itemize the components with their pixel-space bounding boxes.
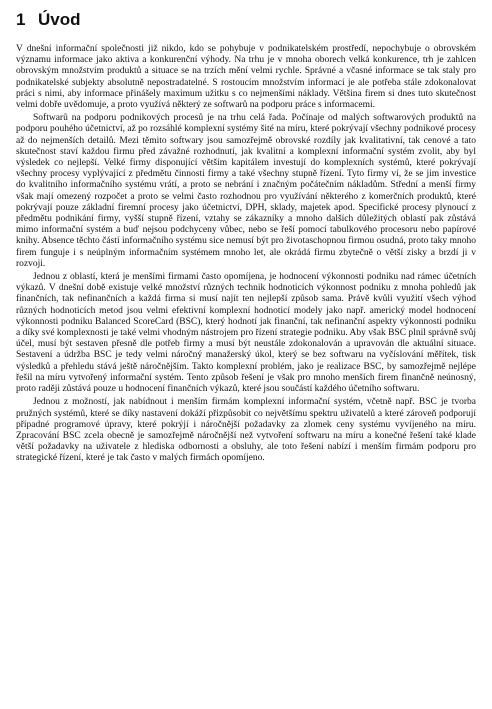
section-title: Úvod [38,10,81,29]
section-number: 1 [16,10,26,29]
section-heading [16,10,476,30]
paragraph-intro: V dnešní informační společnosti již nikdo, kdo se pohybuje v podnikatelském prostředí, nepochybuje o obrovském významu informace jako aktiva a konkurenční výhody. Na trhu je v mnoha oborech velká konkurence, trh je zahlcen obrovským množstvím produktů a situace se na trzích mění velmi rychle. Správné a včasné informace se tak staly pro podnikatelské subjekty absolutně nepostradatelné. S rostoucím množstvím informací je ale potřeba stále zdokonalovat práci s nimi, aby informace přinášely maximum užitku s co nejmenšími náklady. Většina firem si dnes tuto skutečnost velmi dobře uvědomuje, a proto využívá některý ze softwarů na podporu práce s informacemi. [16,44,476,111]
paragraph-solution: Jednou z možností, jak nabídnout i menším firmám komplexní informační systém, včetně např. BSC je tvorba pružných systémů, které se díky nastavení dokáží přizpůsobit co největšímu spektru uživatelů a které zároveň podporují případné programové úpravy, které pokrýjí i náročnější požadavky za zlomek ceny systému vyvíjeného na míru. Zpracování BSC zcela obecně je samozřejmě náročnější než vytvoření softwaru na míru a konečné řešení také klade větší požadavky na uživatele z hlediska odbornosti a obsluhy, ale toto řešení nabízí i menším firmám podporu pro strategické řízení, které je tak často v malých firmách opomíjeno. [16,397,476,464]
paragraph-software: Softwarů na podporu podnikových procesů je na trhu celá řada. Počínaje od malých softwarových produktů na podporu pouhého účetnictví, až po rozsáhlé komplexní systémy šité na míru, které pokrývají všechny podnikové procesy až do nejmenších detailů. Mezi těmito softwary jsou samozřejmě obrovské rozdíly jak kvalitativní, tak cenové a tato skutečnost staví každou firmu před závažné rozhodnutí, jak kvalitní a komplexní informační systém zvolit, aby byl výsledek co nejlepší. Velké firmy disponující větším kapitálem investují do komplexních systémů, které pokrývají všechny procesy vyplývající z předmětu činnosti firmy a také všechny stupně řízení. Tyto firmy ví, že se jim investice do kvalitního informačního systému vrátí, a proto se nebrání i značným počátečním nákladům. Střední a menší firmy však mají omezený rozpočet a proto se velmi často rozhodnou pro využívání některého z komerčních produktů, které pokrývají pouze základní firemní procesy jako účetnictví, DPH, sklady, majetek apod. Specifické procesy plynoucí z předmětu podnikání firmy, vyšší stupně řízení, vztahy se zákazníky a mnoho dalších důležitých oblastí pak zůstává mimo informační systém a buď nejsou podchyceny vůbec, nebo se řeší pomocí tabulkového procesoru nebo papírové knihy. Absence těchto částí informačního systému sice nemusí být pro životaschopnou firmou osudná, proto taky mnoho firem funguje i s neúplným informačním systémem mnoho let, ale okrádá firmu zbytečně o větší zisky a brzdí ji v rozvoji. [16,113,476,269]
paragraph-performance: Jednou z oblastí, která je menšími firmami často opomíjena, je hodnocení výkonnosti podniku nad rámec účetních výkazů. V dnešní době existuje velké množství různých technik hodnoticích výkonnost podniku z mnoha pohledů jak finančních, tak nefinančních a každá firma si musí najít ten nejlepší způsob sama. Právě kvůli využití všech výhod různých hodnoticích metod jsou velmi efektivní komplexní hodnoticí modely jako např. americký model hodnocení výkonnosti podniku Balanced ScoreCard (BSC), který hodnotí jak finanční, tak nefinanční aspekty výkonnosti podniku a díky své komplexnosti je také velmi vhodným nástrojem pro řízení strategie podniku. Aby však BSC plnil správně svůj účel, musí být sestaven přesně dle potřeb firmy a musí být neustále zdokonalován a upravován dle aktuální situace. Sestavení a údržba BSC je tedy velmi náročný manažerský úkol, který se bez softwaru na vyčíslování měřítek, tisk výsledků a přehledu stává ještě náročnějším. Takto komplexní problém, jako je realizace BSC, by samozřejmě nejlépe řešil na míru vytvořený informační systém. Tento způsob řešení je však pro mnoho menších firem finančně neúnosný, proto raději zůstává pouze u hodnocení finančních výkazů, které jsou součástí každého účetního softwaru. [16,272,476,395]
document-body [16,44,476,465]
